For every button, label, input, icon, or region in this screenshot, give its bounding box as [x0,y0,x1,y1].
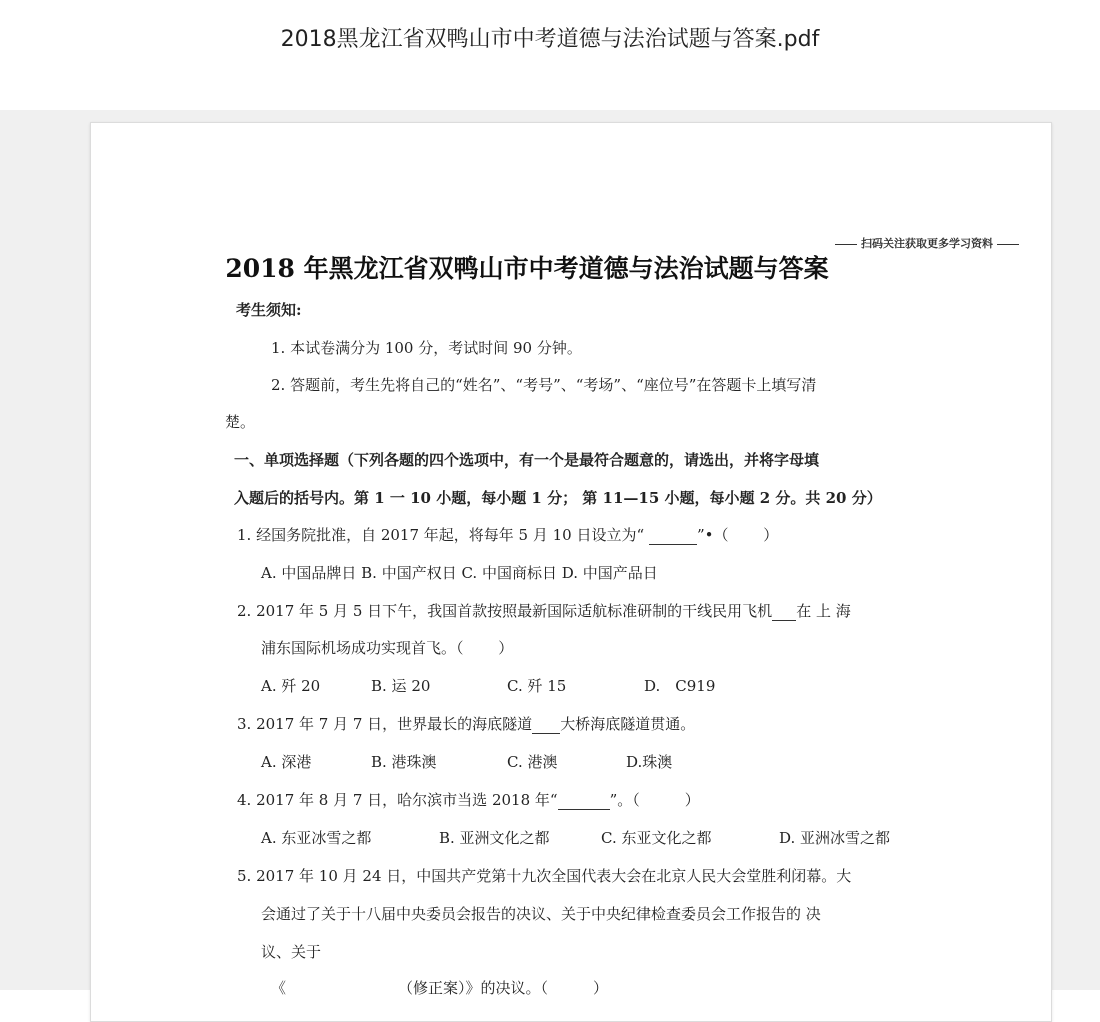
q3-option-a: A. 深港 [261,753,312,771]
q4-option-b: B. 亚洲文化之都 [439,829,550,847]
question-3 [237,713,695,734]
title-bar [0,0,1100,110]
q3-option-c: C. 港澳 [507,753,558,771]
pdf-page [90,122,1052,1022]
q1-options: A. 中国品牌日 B. 中国产权日 C. 中国商标日 D. 中国产品日 [261,564,658,582]
notice-1: 1. 本试卷满分为 100 分，考试时间 90 分钟。 [271,339,582,357]
q4-option-c: C. 东亚文化之都 [601,829,712,847]
q2-text: 2. 2017 年 5 月 5 日下午，我国首款按照最新国际适航标准研制的干线民用飞机 [237,602,773,620]
dash-left [835,244,857,245]
q3-text: 3. 2017 年 7 月 7 日，世界最长的海底隧道 [237,715,533,733]
q3-text-end: 大桥海底隧道贯通。 [560,715,696,733]
q4-option-d: D. 亚洲冰雪之都 [779,829,891,847]
question-5-cont-2: 议、关于 [261,943,322,961]
question-1 [237,524,778,545]
q2-option-a: A. 歼 20 [261,677,321,695]
section-heading: 一、单项选择题（下列各题的四个选项中，有一个是最符合题意的，请选出，并将字母填 [234,451,820,469]
q4-blank [558,791,610,810]
q5-text-end: （修正案）》的决议。（ ） [398,979,609,997]
q4-option-a: A. 东亚冰雪之都 [261,829,372,847]
q5-quote-open: 《 [271,979,287,997]
q3-blank [532,715,560,734]
dash-right [997,244,1019,245]
question-5: 5. 2017 年 10 月 24 日，中国共产党第十九次全国代表大会在北京人民大会堂胜利闭幕。大 [237,867,852,885]
q1-text: 1. 经国务院批准，自 2017 年起，将每年 5 月 10 日设立为“ [237,526,649,544]
question-5-cont-1: 会通过了关于十八届中央委员会报告的决议、关于中央纪律检查委员会工作报告的 决 [261,905,821,923]
q2-text-end: 在 上 海 [796,602,851,620]
q2-blank [772,602,796,621]
q1-paren: ”•（ ） [696,526,779,544]
q4-text: 4. 2017 年 8 月 7 日，哈尔滨市当选 2018 年“ [237,791,558,809]
q2-option-c: C. 歼 15 [507,677,567,695]
section-heading-cont: 入题后的括号内。第 1 一 10 小题，每小题 1 分； 第 11—15 小题，每小题 2 分。共 20 分） [234,489,882,507]
document-title: 2018黑龙江省双鸭山市中考道德与法治试题与答案.pdf [280,27,820,52]
q2-option-b: B. 运 20 [371,677,431,695]
q2-text-cont: 浦东国际机场成功实现首飞。（ ） [261,639,514,657]
notice-heading: 考生须知: [236,301,302,319]
pdf-viewer[interactable] [0,110,1100,997]
q3-option-b: B. 港珠澳 [371,753,437,771]
question-5-cont-3 [271,977,608,998]
exam-title: 2018 年黑龙江省双鸭山市中考道德与法治试题与答案 [225,254,829,283]
q3-option-d: D.珠澳 [626,753,673,771]
q1-blank [649,526,697,545]
scan-note-text: 扫码关注获取更多学习资料 [861,237,993,250]
q4-paren: ”。（ ） [609,791,700,809]
question-4 [237,789,700,810]
notice-2: 2. 答题前，考生先将自己的“姓名”、“考号”、“考场”、“座位号”在答题卡上填写清 [271,376,817,394]
q2-option-d: D. C919 [644,677,716,695]
question-2 [237,600,851,621]
notice-2-cont: 楚。 [225,413,256,431]
